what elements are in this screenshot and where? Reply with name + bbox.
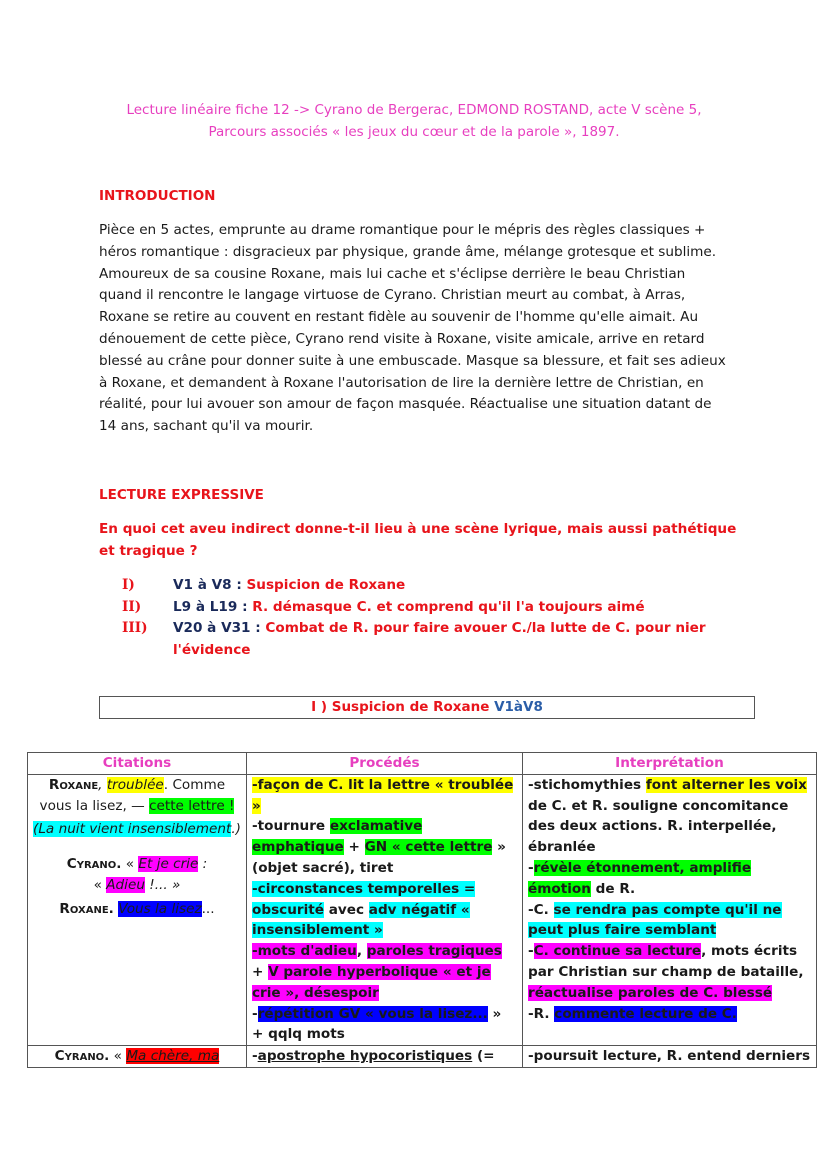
speaker-name: Roxane — [48, 776, 99, 793]
interpretation-item — [528, 941, 811, 1003]
citation-line — [33, 775, 241, 817]
interpretation-item — [528, 1004, 811, 1025]
part-title-box — [99, 696, 755, 719]
citation-text: !... » — [144, 876, 181, 893]
lecture-heading: LECTURE EXPRESSIVE — [99, 487, 264, 503]
procede-item — [252, 879, 517, 941]
procede-text: - — [252, 1048, 258, 1065]
citation-highlight: Vous la lisez — [118, 900, 202, 917]
title-line-1: Lecture linéaire fiche 12 -> Cyrano de Bergerac, EDMOND ROSTAND, acte V scène 5, — [126, 102, 702, 118]
interpretation-highlight: réactualise paroles de C. blessé — [528, 984, 773, 1001]
interpretation-item — [528, 858, 811, 900]
procede-text: , — [356, 943, 367, 960]
procede-highlight: -mots d'adieu — [252, 943, 357, 960]
procede-text: + — [252, 963, 269, 980]
citation-highlight: Ma chère, ma — [126, 1048, 220, 1065]
citation-text: ! — [224, 797, 235, 814]
procede-highlight: paroles tragiques — [366, 943, 502, 960]
table-header-row — [28, 753, 817, 775]
procede-item — [252, 941, 517, 1003]
interpretation-cell — [523, 774, 817, 1045]
interpretation-text: -R. — [528, 1005, 555, 1022]
citation-text: ... — [201, 900, 215, 917]
procede-highlight: exclamative emphatique — [252, 818, 423, 856]
procede-text: -tournure — [252, 818, 330, 835]
citation-text: . Comme vous la lisez, — — [39, 776, 226, 814]
citation-text: .) — [231, 821, 241, 838]
plan-number: I) — [122, 577, 135, 593]
procede-text: - — [252, 1005, 258, 1022]
citation-highlight: troublée — [106, 776, 164, 793]
procede-highlight: -façon de C. lit la lettre « troublée » — [252, 776, 514, 814]
procede-underlined: apostrophe hypocoristiques — [257, 1048, 473, 1065]
procede-item — [252, 775, 517, 817]
interpretation-item — [528, 900, 811, 942]
title-line-2: Parcours associés « les jeux du cœur et de la parole », 1897. — [208, 124, 620, 140]
citation-text: « — [109, 1048, 127, 1065]
citation-line — [33, 899, 241, 920]
table-row — [28, 774, 817, 1045]
plan-item — [122, 575, 722, 597]
interpretation-item — [528, 775, 811, 858]
procede-text: » + qqlq mots — [252, 1005, 502, 1043]
citation-cell — [28, 1046, 247, 1068]
procede-text: (= — [472, 1048, 495, 1065]
plan-desc: Suspicion de Roxane — [246, 577, 406, 593]
procede-highlight: répétition GV « vous la lisez... — [257, 1005, 488, 1022]
citation-highlight: cette lettre — [149, 797, 225, 814]
citation-highlight: Et je crie — [138, 856, 199, 873]
analysis-table — [27, 752, 817, 1068]
interpretation-highlight: révèle étonnement, amplifie émotion — [528, 859, 752, 897]
part-range: V1àV8 — [494, 699, 543, 715]
interpretation-text: de C. et R. souligne concomitance des deux actions. R. interpellée, ébranlée — [528, 797, 789, 856]
plan-range: L9 à L19 : — [173, 598, 248, 615]
header-interpretation: Interprétation — [523, 753, 817, 775]
spacer — [33, 840, 241, 854]
procede-highlight: adv négatif « insensiblement » — [252, 901, 470, 939]
interpretation-text: , mots écrits par Christian sur champ de bataille, — [528, 943, 804, 980]
plan-desc: Combat de R. pour faire avouer C./la lutte de C. pour nier l'évidence — [173, 620, 706, 658]
speaker-name: Cyrano. — [66, 856, 122, 873]
introduction-heading: INTRODUCTION — [99, 188, 216, 204]
procede-text: avec — [323, 901, 369, 918]
table-row — [28, 1046, 817, 1068]
procede-highlight: V parole hyperbolique « et je crie », désespoir — [252, 963, 491, 1001]
procede-item — [252, 816, 517, 878]
interpretation-highlight: C. continue sa lecture — [533, 943, 702, 960]
plan-desc: R. démasque C. et comprend qu'il l'a toujours aimé — [252, 598, 645, 615]
interpretation-text: - — [528, 859, 534, 876]
procede-text: » (objet sacré), tiret — [252, 839, 506, 876]
speaker-name: Cyrano. — [54, 1048, 110, 1065]
plan-range: V1 à V8 : — [173, 577, 242, 593]
plan-item — [122, 618, 722, 661]
procede-text: + — [343, 839, 365, 856]
plan-item — [122, 597, 722, 619]
interpretation-cell — [523, 1046, 817, 1068]
interpretation-text: -stichomythies — [528, 776, 646, 793]
didascalie — [33, 819, 241, 840]
procede-item — [252, 1004, 517, 1046]
citation-text: , — [98, 776, 107, 793]
plan-number: II) — [122, 598, 142, 615]
interpretation-highlight: se rendra pas compte qu'il ne peut plus faire semblant — [528, 901, 782, 939]
procede-highlight: GN « cette lettre — [364, 839, 493, 856]
procedes-cell — [247, 774, 523, 1045]
plan-range: V20 à V31 : — [173, 620, 261, 636]
interpretation-text: -C. — [528, 901, 554, 918]
header-citations: Citations — [28, 753, 247, 775]
interpretation-highlight: font alterner les voix — [645, 776, 807, 793]
introduction-text: Pièce en 5 actes, emprunte au drame romantique pour le mépris des règles classiques + héros romantique : disgracieux par physique, grande âme, mélange grotesque et sublime. Amoureux de sa cousine Roxane, mais lui cache et s'éclipse derrière le beau Christian quand il rencontre le langage virtuose de Cyrano. Christian meurt au combat, à Arras, Roxane se retire au couvent en restant fidèle au souvenir de l'homme qu'elle aimait. Au dénouement de cette pièce, Cyrano rend visite à Roxane, visite amicale, arrive en retard blessé au crâne pour donner suite à une embuscade. Masque sa blessure, et fait ses adieux à Roxane, et demandent à Roxane l'autorisation de lire la dernière lettre de Christian, en réalité, pour lui avouer son amour de façon masquée. Réactualise une situation datant de 14 ans, sachant qu'il va mourir. — [99, 222, 726, 435]
part-title: I ) Suspicion de Roxane — [311, 699, 490, 715]
interpretation-highlight: commente lecture de C. — [554, 1005, 737, 1022]
citation-text: « — [121, 856, 139, 873]
plan-number: III) — [122, 620, 148, 636]
interpretation-text: de R. — [590, 880, 636, 897]
procedes-cell — [247, 1046, 523, 1068]
citation-cell — [28, 774, 247, 1045]
citation-highlight: Adieu — [106, 876, 145, 893]
speaker-name: Roxane. — [59, 900, 114, 917]
procede-highlight: -circonstances temporelles = obscurité — [252, 880, 476, 918]
header-procedes: Procédés — [247, 753, 523, 775]
citation-line — [33, 854, 241, 875]
interpretation-text: - — [528, 943, 534, 960]
document-title — [0, 99, 828, 143]
plan-list — [122, 575, 722, 661]
citation-text: « — [93, 876, 107, 893]
citation-highlight: (La nuit vient insensiblement — [33, 821, 232, 838]
citation-text: : — [198, 856, 208, 873]
citation-line — [33, 875, 241, 896]
problematique: En quoi cet aveu indirect donne-t-il lieu à une scène lyrique, mais aussi pathétique et tragique ? — [99, 521, 737, 559]
interpretation-text: -poursuit lecture, R. entend derniers — [528, 1048, 811, 1065]
